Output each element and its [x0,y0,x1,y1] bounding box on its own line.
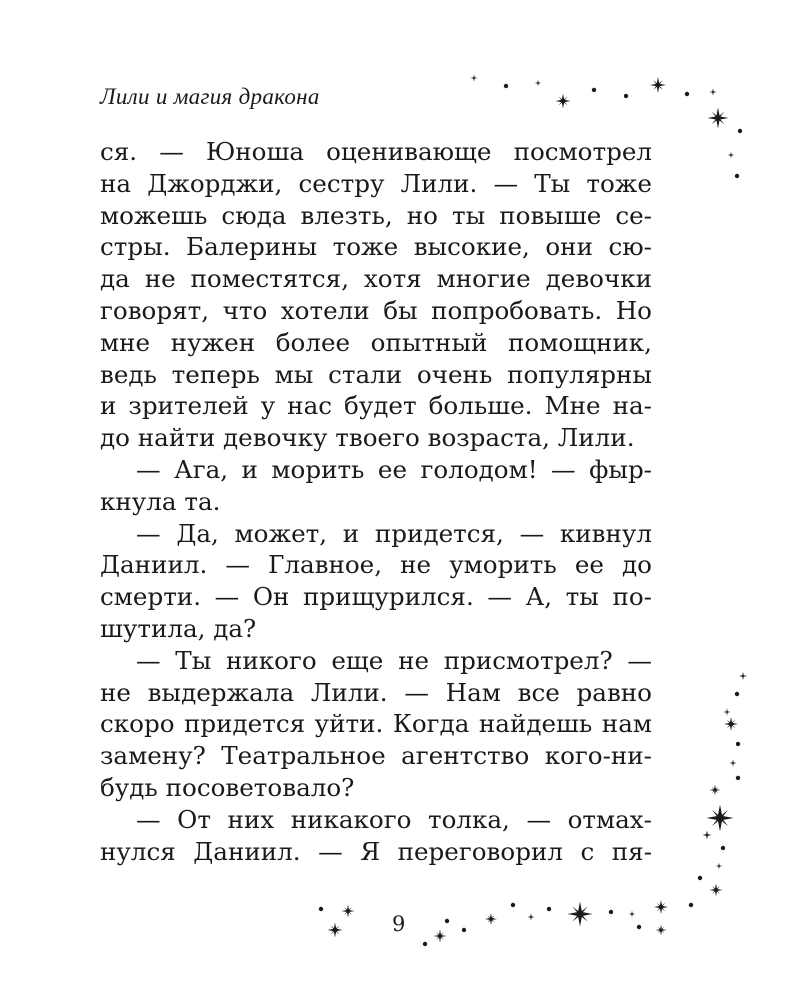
text-line: — Ты никого еще не присмотрел? — [136,645,652,675]
text-line: ся. — Юноша оценивающе посмотрел [100,137,652,166]
running-head: Лили и магия дракона [100,84,320,109]
page-number: 9 [392,912,406,936]
text-line: да не поместятся, хотя многие девочки [100,264,652,294]
text-line: можешь сюда влезть, но ты повыше се- [100,200,652,230]
text-line: Даниил. — Главное, не уморить ее до [100,550,652,580]
text-line: стры. Балерины тоже высокие, они сю- [100,232,652,262]
text-line: на Джорджи, сестру Лили. — Ты тоже [100,168,652,198]
text-line: ведь теперь мы стали очень популярны [100,359,652,389]
text-line: нулся Даниил. — Я переговорил с пя- [100,836,652,866]
body-text [100,136,652,867]
star-icon [654,672,747,914]
text-line: будь посоветовало? [100,772,355,802]
text-line: — Да, может, и придется, — кивнул [136,518,652,548]
text-line: замену? Театральное агентство кого-ни- [100,741,652,771]
text-line: скоро придется уйти. Когда найдешь нам [100,709,652,739]
text-line: говорят, что хотели бы попробовать. Но [100,295,652,325]
text-line: смерти. — Он прищурился. — А, ты по- [100,582,652,612]
text-line: шутила, да? [100,613,257,643]
star-icon [319,902,667,947]
text-line: и зрителей у нас будет больше. Мне на- [100,391,652,421]
text-line: мне нужен более опытный помощник, [100,327,652,357]
text-line: — Ага, и морить ее голодом! — фыр- [136,454,652,484]
text-line: до найти девочку твоего возраста, Лили. [100,423,635,453]
text-line: не выдержала Лили. — Нам все равно [100,677,652,707]
text-line: — От них никакого толка, — отмах- [136,804,652,834]
text-line: кнула та. [100,486,221,516]
